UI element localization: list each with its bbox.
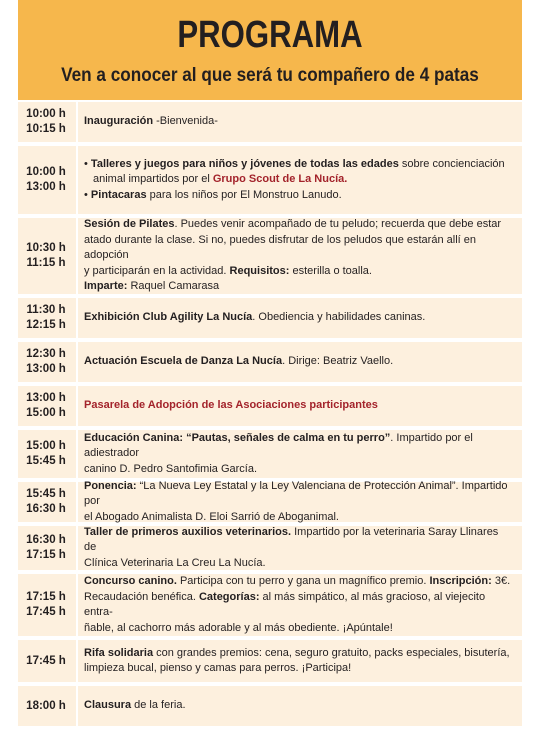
description-line xyxy=(84,510,512,526)
text-segment: Participa con tu perro y gana un magnífico premio. xyxy=(176,575,430,587)
time-cell xyxy=(18,430,74,478)
text-segment: Clínica Veterinaria La Creu La Nucía. xyxy=(84,556,266,569)
text-segment: de la feria. xyxy=(131,699,186,712)
description-line xyxy=(84,479,512,510)
end-time: 13:00 h xyxy=(26,363,66,375)
bold-text: Pintacaras xyxy=(90,188,147,201)
start-time: 10:00 h xyxy=(26,108,66,120)
end-time: 10:15 h xyxy=(26,123,66,135)
text-segment: Impartido por la veterinaria Saray Llinares de xyxy=(84,525,499,554)
description-line xyxy=(84,646,512,662)
description-line xyxy=(84,217,512,233)
text-segment: Raquel Camarasa xyxy=(127,280,220,293)
description-line xyxy=(84,431,512,462)
page-subtitle: Ven a conocer al que será tu compañero de 4 patas xyxy=(61,64,479,86)
column-divider xyxy=(76,298,78,338)
description-line xyxy=(84,264,512,280)
column-divider xyxy=(76,526,78,570)
text-segment: 3€. xyxy=(491,575,511,587)
description-line xyxy=(84,661,512,677)
time-cell xyxy=(18,574,74,636)
bold-text: Rifa solidaria xyxy=(84,646,154,659)
bold-text: Requisitos: xyxy=(229,264,290,277)
text-segment: el Abogado Animalista D. Eloi Sarrió de Aboganimal. xyxy=(84,510,339,523)
activity-description xyxy=(84,430,512,478)
activity-description xyxy=(84,342,512,382)
start-time: 13:00 h xyxy=(26,392,66,404)
end-time: 16:30 h xyxy=(26,503,66,515)
text-segment: “La Nueva Ley Estatal y la Ley Valenciana de Protección Animal”. Impartido por xyxy=(84,479,508,508)
bold-text: Clausura xyxy=(84,699,132,712)
start-time: 11:30 h xyxy=(26,304,66,316)
highlight-text: Grupo Scout de La Nucía. xyxy=(212,173,348,186)
schedule-row xyxy=(18,686,522,726)
activity-description xyxy=(84,386,512,426)
start-time: 10:00 h xyxy=(26,166,66,178)
text-segment: ñable, al cachorro más adorable y al más obediente. ¡Apúntale! xyxy=(84,621,393,634)
bold-text: Educación Canina: xyxy=(84,431,184,444)
description-line xyxy=(84,310,512,326)
column-divider xyxy=(76,146,78,214)
text-segment: esterilla o toalla. xyxy=(289,264,372,277)
description-line xyxy=(84,114,512,130)
bold-text: Categorías: xyxy=(198,590,260,603)
column-divider xyxy=(76,386,78,426)
activity-description xyxy=(84,146,512,214)
description-line xyxy=(84,172,512,188)
activity-description xyxy=(84,218,512,294)
text-segment: • xyxy=(84,157,91,170)
bold-text: Imparte: xyxy=(84,280,128,293)
text-segment: al más simpático, al más gracioso, al viejecito entra- xyxy=(84,590,486,618)
text-segment: atado durante la clase. Si no, puedes disfrutar de los peludos que estarán allí en adopción xyxy=(84,233,476,262)
text-segment: . Dirige: Beatriz Vaello. xyxy=(282,355,394,368)
description-line xyxy=(84,188,512,204)
schedule-row xyxy=(18,146,522,214)
end-time: 15:45 h xyxy=(26,455,66,467)
description-line xyxy=(84,525,512,556)
text-segment: con grandes premios: cena, seguro gratuito, packs especiales, bisutería, xyxy=(153,646,510,659)
column-divider xyxy=(76,218,78,294)
description-line xyxy=(84,590,512,621)
description-line xyxy=(84,279,512,295)
activity-description xyxy=(84,479,512,523)
activity-description xyxy=(84,102,512,142)
text-segment: animal impartidos por el xyxy=(93,173,213,186)
activity-description xyxy=(84,640,512,682)
text-segment: para los niños por El Monstruo Lanudo. xyxy=(146,188,342,201)
time-cell xyxy=(18,482,74,522)
text-segment: limpieza bucal, pienso y camas para perros. ¡Participa! xyxy=(84,662,352,674)
text-segment: canino D. Pedro Santofimia García. xyxy=(84,462,258,475)
activity-description xyxy=(84,298,512,338)
description-line xyxy=(84,574,512,590)
time-cell xyxy=(18,342,74,382)
end-time: 11:15 h xyxy=(26,257,66,269)
bold-text: Taller de primeros auxilios veterinarios. xyxy=(84,525,292,538)
time-cell xyxy=(18,298,74,338)
bold-text: Talleres y juegos para niños y jóvenes de todas las edades xyxy=(90,157,399,170)
text-segment: Recaudación benéfica. xyxy=(84,590,199,603)
time-cell xyxy=(18,146,74,214)
start-time: 15:45 h xyxy=(26,488,66,500)
bold-text: Inscripción: xyxy=(429,575,492,587)
bold-text: Sesión de Pilates xyxy=(84,218,175,231)
time-cell xyxy=(18,218,74,294)
column-divider xyxy=(76,342,78,382)
end-time: 17:15 h xyxy=(26,549,66,561)
column-divider xyxy=(76,640,78,682)
highlight-text: Pasarela de Adopción de las Asociaciones participantes xyxy=(84,399,378,412)
schedule-row xyxy=(18,102,522,142)
text-segment: sobre concienciación xyxy=(398,157,505,170)
end-time: 17:45 h xyxy=(26,606,66,618)
schedule-row xyxy=(18,218,522,294)
time-cell xyxy=(18,526,74,570)
bold-text: Concurso canino. xyxy=(84,575,177,587)
schedule-row xyxy=(18,342,522,382)
column-divider xyxy=(76,686,78,726)
schedule-row xyxy=(18,526,522,570)
start-time: 18:00 h xyxy=(26,699,66,712)
bold-text: “Pautas, señales de calma en tu perro” xyxy=(186,431,391,444)
start-time: 10:30 h xyxy=(26,242,66,254)
time-cell xyxy=(18,102,74,142)
description-line xyxy=(84,157,512,173)
text-segment: . Puedes venir acompañado de tu peludo; recuerda que debe estar xyxy=(174,218,502,231)
schedule-row xyxy=(18,479,522,523)
header-banner xyxy=(18,0,522,100)
bold-text: Actuación Escuela de Danza La Nucía xyxy=(84,355,283,368)
activity-description xyxy=(84,574,512,636)
description-line xyxy=(84,233,512,264)
text-segment: . Obediencia y habilidades caninas. xyxy=(252,311,426,324)
bold-text: Exhibición Club Agility La Nucía xyxy=(84,311,253,324)
text-segment: . Impartido por el adiestrador xyxy=(84,431,473,460)
schedule-row xyxy=(18,430,522,478)
text-segment: • xyxy=(84,188,91,201)
start-time: 17:15 h xyxy=(26,591,66,603)
schedule-row xyxy=(18,386,522,426)
description-line xyxy=(84,621,512,637)
column-divider xyxy=(76,102,78,142)
bold-text: Inauguración xyxy=(84,115,154,128)
end-time: 15:00 h xyxy=(26,407,66,419)
description-line xyxy=(84,556,512,572)
start-time: 12:30 h xyxy=(26,348,66,360)
description-line xyxy=(84,398,512,414)
schedule-row xyxy=(18,298,522,338)
start-time: 16:30 h xyxy=(26,534,66,546)
description-line xyxy=(84,462,512,478)
start-time: 15:00 h xyxy=(26,440,66,452)
time-cell xyxy=(18,386,74,426)
text-segment: -Bienvenida- xyxy=(153,115,218,128)
schedule-row xyxy=(18,574,522,636)
description-line xyxy=(84,698,512,714)
bold-text: Ponencia: xyxy=(84,479,137,492)
column-divider xyxy=(76,430,78,478)
text-segment: y participarán en la actividad. xyxy=(84,264,230,277)
start-time: 17:45 h xyxy=(26,654,66,667)
end-time: 13:00 h xyxy=(26,181,66,193)
activity-description xyxy=(84,686,512,726)
activity-description xyxy=(84,526,512,570)
time-cell xyxy=(18,640,74,682)
schedule-row xyxy=(18,640,522,682)
page-title: PROGRAMA xyxy=(177,14,363,56)
end-time: 12:15 h xyxy=(26,319,66,331)
description-line xyxy=(84,354,512,370)
page-margin xyxy=(522,0,536,740)
time-cell xyxy=(18,686,74,726)
column-divider xyxy=(76,482,78,522)
column-divider xyxy=(76,574,78,636)
